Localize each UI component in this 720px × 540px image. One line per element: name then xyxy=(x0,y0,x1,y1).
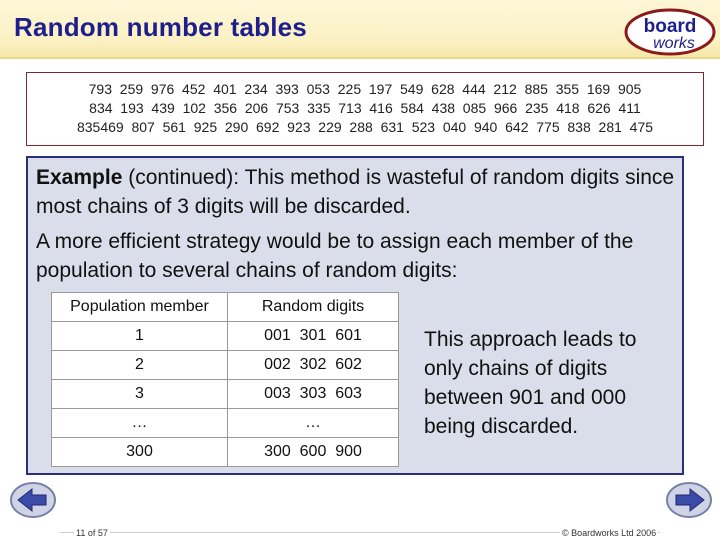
table-row xyxy=(52,409,399,438)
table-row xyxy=(52,438,399,467)
side-note: This approach leads to only chains of digits between 901 and 000 being discarded. xyxy=(424,328,637,438)
digit-row: 835469 807 561 925 290 692 923 229 288 631 523 040 940 642 775 838 281 475 xyxy=(76,119,654,135)
copyright-notice: © Boardworks Ltd 2006 xyxy=(562,528,657,538)
page-number: 11 of 57 xyxy=(76,528,108,538)
boardworks-logo xyxy=(624,6,716,58)
example-paragraph-2: A more efficient strategy would be to assign each member of the population to several chains of random digits: xyxy=(36,230,634,282)
digit-row: 834 193 439 102 356 206 753 335 713 416 584 438 085 966 235 418 626 411 xyxy=(89,100,641,116)
table-cell: 001 301 601 xyxy=(228,322,399,351)
random-number-table xyxy=(26,72,704,146)
table-row xyxy=(52,380,399,409)
table-cell: 300 xyxy=(52,438,228,467)
logo-text-board: board xyxy=(643,16,697,37)
table-row xyxy=(52,351,399,380)
table-cell: 2 xyxy=(52,351,228,380)
logo-text-works: works xyxy=(653,35,695,52)
table-cell: … xyxy=(228,409,399,438)
table-header-row xyxy=(52,293,399,322)
table-cell: 002 302 602 xyxy=(228,351,399,380)
previous-slide-button[interactable] xyxy=(8,480,58,520)
page-title: Random number tables xyxy=(14,12,307,42)
table-cell: 300 600 900 xyxy=(228,438,399,467)
example-label: Example xyxy=(36,166,123,189)
example-text: (continued): This method is wasteful of random digits since most chains of 3 digits will be discarded. xyxy=(36,166,675,218)
column-header-random-digits: Random digits xyxy=(228,293,399,322)
table-row xyxy=(52,322,399,351)
table-cell: 1 xyxy=(52,322,228,351)
table-cell: 3 xyxy=(52,380,228,409)
table-cell: 003 303 603 xyxy=(228,380,399,409)
example-paragraph-1 xyxy=(36,163,686,221)
next-slide-button[interactable] xyxy=(664,480,714,520)
digit-row: 793 259 976 452 401 234 393 053 225 197 549 628 444 212 885 355 169 905 xyxy=(88,81,642,97)
column-header-population-member: Population member xyxy=(52,293,228,322)
table-cell: … xyxy=(52,409,228,438)
header-divider xyxy=(0,57,720,59)
population-table xyxy=(51,292,399,467)
